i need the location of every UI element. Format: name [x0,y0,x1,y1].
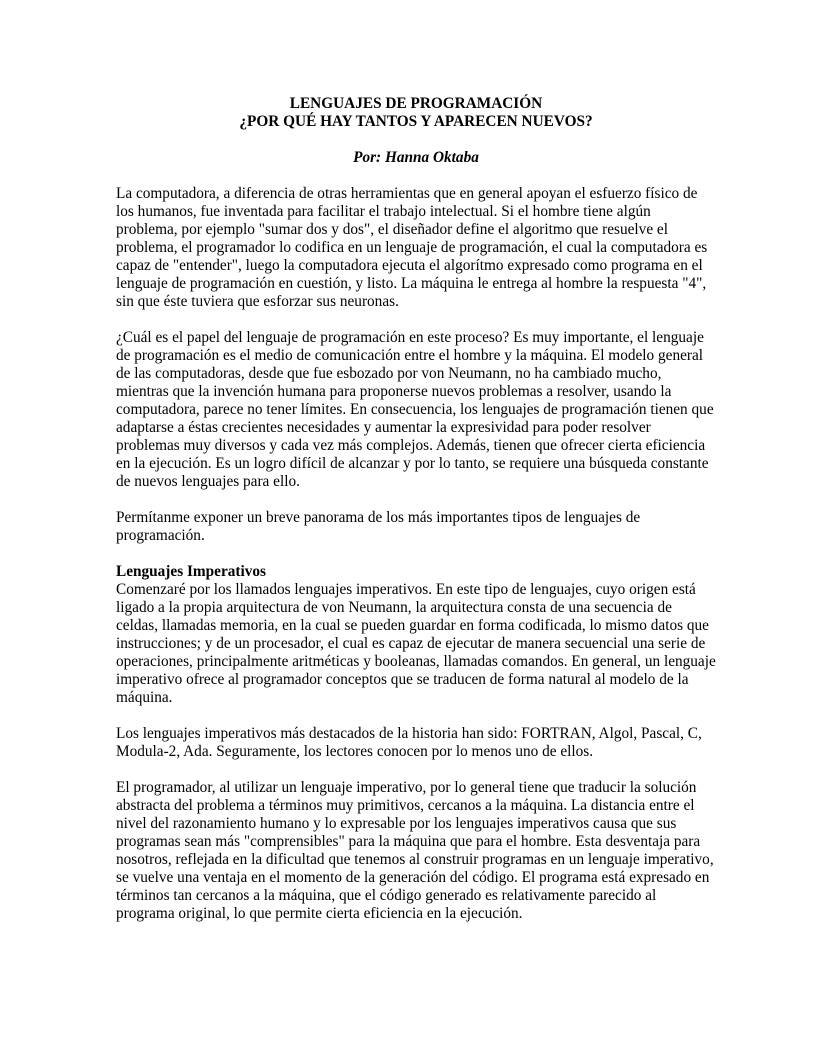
author-line: Por: Hanna Oktaba [353,149,479,166]
paragraph-3: Permítanme exponer un breve panorama de los más importantes tipos de lenguajes de programación. [116,509,641,544]
paragraph-1: La computadora, a diferencia de otras herramientas que en general apoyan el esfuerzo físico de los humanos, fue inventada para facilitar el trabajo intelectual. Si el hombre tiene algún problema, por ejemplo "sumar dos y dos", el diseñador define el algoritmo que resuelve el problema, el programador lo codifica en un lenguaje de programación, el cual la computadora es capaz de "entender", luego la computadora ejecuta el algorítmo expresado como programa en el lenguaje de programación en cuestión, y listo. La máquina le entrega al hombre la respuesta "4", sin que éste tuviera que esforzar sus neuronas. [116,185,708,310]
section-heading: Lenguajes Imperativos [116,563,266,580]
document-page [116,95,716,923]
title-line-2: ¿POR QUÉ HAY TANTOS Y APARECEN NUEVOS? [239,113,593,130]
document-title [116,95,716,131]
section-imperativos [116,563,716,707]
title-line-1: LENGUAJES DE PROGRAMACIÓN [289,95,543,112]
section-paragraph-3: El programador, al utilizar un lenguaje imperativo, por lo general tiene que traducir la solución abstracta del problema a términos muy primitivos, cercanos a la máquina. La distancia entre el nivel del razonamiento humano y lo expresable por los lenguajes imperativos causa que sus programas sean más "comprensibles" para la máquina que para el hombre. Esta desventaja para nosotros, reflejada en la dificultad que tenemos al construir programas en un lenguaje imperativo, se vuelve una ventaja en el momento de la generación del código. El programa está expresado en términos tan cercanos a la máquina, que el código generado es relativamente parecido al programa original, lo que permite cierta eficiencia en la ejecución. [116,779,714,922]
section-paragraph-1: Comenzaré por los llamados lenguajes imperativos. En este tipo de lenguajes, cuyo origen está ligado a la propia arquitectura de von Neumann, la arquitectura consta de una secuencia de celdas, llamadas memoria, en la cual se pueden guardar en forma codificada, lo mismo datos que instrucciones; y de un procesador, el cual es capaz de ejecutar de manera secuencial una serie de operaciones, principalmente aritméticas y booleanas, llamadas comandos. En general, un lenguaje imperativo ofrece al programador conceptos que se traducen de forma natural al modelo de la máquina. [116,581,716,706]
paragraph-2: ¿Cuál es el papel del lenguaje de programación en este proceso? Es muy importante, el lenguaje de programación es el medio de comunicación entre el hombre y la máquina. El modelo general de las computadoras, desde que fue esbozado por von Neumann, no ha cambiado mucho, mientras que la invención humana para proponerse nuevos problemas a resolver, usando la computadora, parece no tener límites. En consecuencia, los lenguajes de programación tienen que adaptarse a éstas crecientes necesidades y aumentar la expresividad para poder resolver problemas muy diversos y cada vez más complejos. Además, tienen que ofrecer cierta eficiencia en la ejecución. Es un logro difícil de alcanzar y por lo tanto, se requiere una búsqueda constante de nuevos lenguajes para ello. [116,329,714,490]
section-paragraph-2: Los lenguajes imperativos más destacados de la historia han sido: FORTRAN, Algol, Pascal, C, Modula-2, Ada. Seguramente, los lectores conocen por lo menos uno de ellos. [116,725,702,760]
